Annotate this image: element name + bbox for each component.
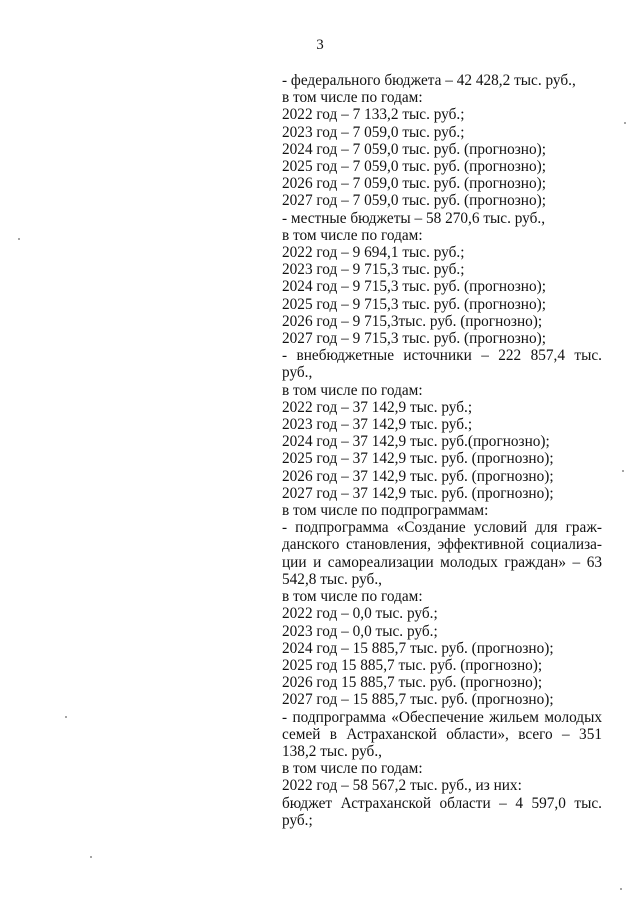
text-line: 2027 год – 7 059,0 тыс. руб. (прогнозно); [282, 192, 546, 210]
text-line: 2025 год 15 885,7 тыс. руб. (прогнозно); [282, 656, 543, 674]
text-line: 2025 год – 9 715,3 тыс. руб. (прогнозно); [282, 295, 546, 313]
text-line: - местные бюджеты – 58 270,6 тыс. руб., [282, 209, 546, 227]
text-line: 2022 год – 58 567,2 тыс. руб., из них: [282, 777, 522, 795]
text-line: 2026 год – 9 715,3тыс. руб. (прогнозно); [282, 312, 543, 330]
text-line: 2023 год – 9 715,3 тыс. руб.; [282, 261, 465, 279]
text-line: 2022 год – 0,0 тыс. руб.; [282, 605, 438, 623]
text-line: 2022 год – 37 142,9 тыс. руб.; [282, 398, 473, 416]
page-number: 3 [316, 37, 324, 53]
text-line: в том числе по годам: [282, 760, 423, 778]
text-line: 2024 год – 9 715,3 тыс. руб. (прогнозно); [282, 278, 546, 296]
text-line: 2022 год – 7 133,2 тыс. руб.; [282, 106, 465, 124]
text-line: 2025 год – 7 059,0 тыс. руб. (прогнозно); [282, 158, 546, 176]
scan-speck [624, 122, 626, 124]
text-line: в том числе по годам: [282, 226, 423, 244]
text-line: 2027 год – 15 885,7 тыс. руб. (прогнозно); [282, 691, 554, 709]
document-body [282, 72, 602, 829]
text-line: 2024 год – 15 885,7 тыс. руб. (прогнозно); [282, 639, 554, 657]
text-line: 2025 год – 37 142,9 тыс. руб. (прогнозно); [282, 450, 554, 468]
text-line: 2026 год 15 885,7 тыс. руб. (прогнозно); [282, 674, 543, 692]
scan-speck [65, 716, 67, 718]
scan-speck [90, 856, 92, 858]
text-line: в том числе по годам: [282, 89, 423, 107]
text-line: в том числе по годам: [282, 588, 423, 606]
text-line: - федерального бюджета – 42 428,2 тыс. руб., [282, 72, 576, 89]
text-paragraph: бюджет Астраханской области – 4 597,0 тыс. руб.; [282, 794, 602, 829]
text-line: 2027 год – 37 142,9 тыс. руб. (прогнозно); [282, 484, 554, 502]
scan-speck [620, 888, 622, 890]
text-line: 2027 год – 9 715,3 тыс. руб. (прогнозно); [282, 330, 546, 348]
text-line: в том числе по подпрограммам: [282, 502, 489, 520]
scan-speck [18, 238, 20, 240]
text-line: 2023 год – 37 142,9 тыс. руб.; [282, 416, 473, 434]
text-line: 2026 год – 37 142,9 тыс. руб. (прогнозно); [282, 467, 554, 485]
text-line: в том числе по годам: [282, 381, 423, 399]
text-paragraph: - подпрограмма «Создание условий для граж-данского становления, эффективной социализа-ции и самореализации молодых граждан» – 63 542,8 тыс. руб., [282, 519, 602, 588]
text-line: 2026 год – 7 059,0 тыс. руб. (прогнозно); [282, 175, 546, 193]
text-line: 2024 год – 37 142,9 тыс. руб.(прогнозно); [282, 433, 550, 451]
text-line: 2022 год – 9 694,1 тыс. руб.; [282, 244, 465, 262]
text-line: 2023 год – 0,0 тыс. руб.; [282, 622, 438, 640]
scan-speck [622, 470, 624, 472]
text-paragraph: - подпрограмма «Обеспечение жильем молодых семей в Астраханской области», всего – 351 138,2 тыс. руб., [282, 708, 602, 760]
text-paragraph: - внебюджетные источники – 222 857,4 тыс. руб., [282, 347, 602, 382]
text-line: 2023 год – 7 059,0 тыс. руб.; [282, 123, 465, 141]
text-line: 2024 год – 7 059,0 тыс. руб. (прогнозно); [282, 140, 546, 158]
